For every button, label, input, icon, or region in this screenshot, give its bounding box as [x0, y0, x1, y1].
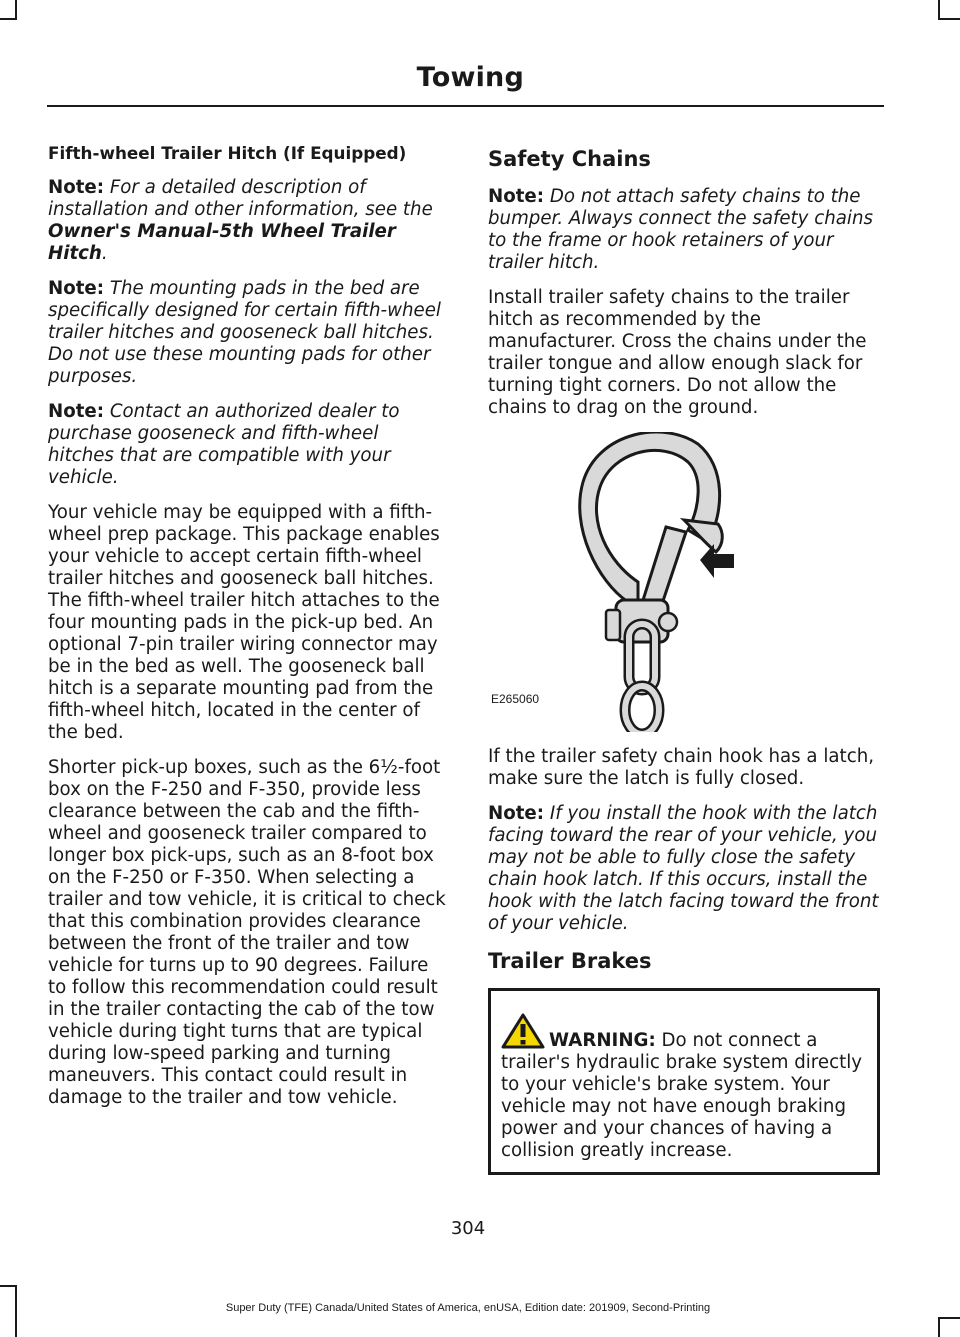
note-label: Note: — [48, 401, 105, 422]
figure-code: E265060 — [491, 692, 540, 706]
hook-bolt — [659, 613, 677, 631]
body-paragraph: Your vehicle may be equipped with a fifth-wheel prep package. This package enables your vehicle to accept certain fifth-wheel trailer hitches and gooseneck ball hitches. The fifth-wheel trailer hitch attaches to the four mounting pads in the pick-up bed. An optional 7-pin trailer wiring connector may be in the bed as well. The gooseneck ball hitch is a separate mounting pad from the fifth-wheel hitch, located in the center of the bed. — [48, 502, 440, 743]
warning-triangle-icon — [501, 1013, 545, 1049]
safety-chain-hook-figure — [488, 432, 880, 732]
chain-hook-icon — [488, 432, 880, 732]
note-text: Do not attach safety chains to the bumper. Always connect the safety chains to the frame or hook retainers of your trailer hitch. — [488, 186, 873, 273]
note-label: Note: — [488, 186, 545, 207]
note-label: Note: — [48, 278, 105, 299]
page-number: 304 — [450, 1218, 486, 1239]
body-paragraph: Install trailer safety chains to the trailer hitch as recommended by the manufacturer. Cross the chains under the trailer tongue and allow enough slack for turning tight corners. Do not allow the chains to drag on the ground. — [488, 287, 867, 418]
note-text: For a detailed description of installation and other information, see the — [48, 177, 433, 220]
page-footer: Super Duty (TFE) Canada/United States of America, enUSA, Edition date: 201909, Second-Printing — [225, 1302, 711, 1314]
note-paragraph — [48, 177, 448, 265]
section-heading-safety-chains: Safety Chains — [488, 147, 651, 171]
manual-reference: Owner's Manual-5th Wheel Trailer Hitch — [48, 221, 396, 264]
left-column — [48, 142, 448, 1122]
note-end: . — [101, 243, 108, 264]
note-paragraph — [488, 803, 880, 935]
header-divider — [47, 105, 884, 107]
note-text: The mounting pads in the bed are specifically designed for certain fifth-wheel trailer hitches and gooseneck ball hitches. Do not use these mounting pads for other purposes. — [48, 278, 441, 387]
crop-mark — [938, 1317, 960, 1319]
section-subheading: Fifth-wheel Trailer Hitch (If Equipped) — [48, 143, 407, 163]
warning-text: Do not connect a trailer's hydraulic brake system directly to your vehicle's brake system. Your vehicle may not have enough braking power and your chances of having a collision greatly increase. — [501, 1030, 863, 1161]
warning-paragraph — [501, 1013, 867, 1162]
note-label: Note: — [488, 803, 545, 824]
note-paragraph — [488, 186, 880, 274]
page-title: Towing — [416, 62, 524, 93]
warning-box — [488, 988, 880, 1175]
note-text: If you install the hook with the latch facing toward the rear of your vehicle, you may not be able to fully close the safety chain hook latch. If this occurs, install the hook with the latch facing toward the front of your vehicle. — [488, 803, 879, 934]
note-text: Contact an authorized dealer to purchase gooseneck and fifth-wheel hitches that are compatible with your vehicle. — [48, 401, 400, 488]
crop-mark — [0, 18, 17, 20]
hook-tip — [684, 520, 722, 552]
note-label: Note: — [48, 177, 105, 198]
crop-mark — [938, 1317, 940, 1337]
body-paragraph: Shorter pick-up boxes, such as the 6½-foot box on the F-250 and F-350, provide less clearance between the cab and the fifth-wheel and gooseneck trailer compared to longer box pick-ups, such as an 8-foot box on the F-250 or F-350. When selecting a trailer and tow vehicle, it is critical to check that this combination provides clearance between the front of the trailer and tow vehicle for turns up to 90 degrees. Failure to follow this recommendation could result in the trailer contacting the cab of the tow vehicle during tight turns that are typical during low-speed parking and turning maneuvers. This contact could result in damage to the trailer and tow vehicle. — [48, 757, 446, 1108]
crop-mark — [15, 0, 17, 20]
crop-mark — [938, 0, 940, 20]
body-paragraph: If the trailer safety chain hook has a latch, make sure the latch is fully closed. — [488, 746, 874, 789]
right-column — [488, 142, 880, 1175]
hook-pin — [606, 610, 620, 640]
section-heading-trailer-brakes: Trailer Brakes — [488, 949, 652, 973]
note-paragraph — [48, 278, 448, 388]
note-paragraph — [48, 401, 448, 489]
crop-mark — [0, 1285, 17, 1287]
warning-label: WARNING: — [549, 1030, 656, 1051]
crop-mark — [938, 18, 960, 20]
